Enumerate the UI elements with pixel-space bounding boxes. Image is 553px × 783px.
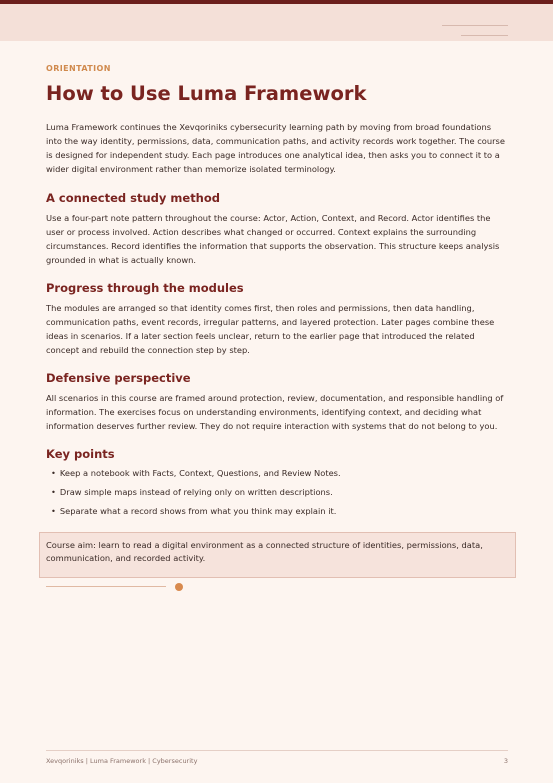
course-aim-callout	[39, 532, 516, 578]
section-body: Use a four-part note pattern throughout the course: Actor, Action, Context, and Record. Actor identifies the user or process involved. Action describes what changed or occurred. Context explains the surrounding circumstances. Record identifies the information that supports the observation. This structure keeps analysis grounded in what is actually known.	[46, 213, 500, 265]
header-band	[0, 4, 553, 41]
footer-rule	[46, 750, 508, 751]
list-item	[51, 486, 508, 499]
key-point-text: Draw simple maps instead of relying only on written descriptions.	[59, 487, 333, 497]
page-number: 3	[503, 757, 508, 765]
callout-text: Course aim: learn to read a digital environment as a connected structure of identities, permissions, data, communication, and recorded activity.	[46, 540, 483, 563]
eyebrow-label: ORIENTATION	[46, 64, 111, 73]
section-heading: Defensive perspective	[46, 371, 191, 385]
divider-dot-icon	[175, 583, 183, 591]
section-body: All scenarios in this course are framed around protection, review, documentation, and responsible handling of information. The exercises focus on understanding environments, identifying context, and deciding what information deserves further review. They do not require interaction with systems that do not belong to you.	[46, 393, 504, 431]
bullet-icon: •	[51, 506, 56, 516]
footer-breadcrumb: Xevqoriniks | Luma Framework | Cybersecurity	[46, 757, 198, 765]
section-heading: Progress through the modules	[46, 281, 244, 295]
intro-paragraph: Luma Framework continues the Xevqoriniks cybersecurity learning path by moving from broad foundations into the way identity, permissions, data, communication paths, and activity records work together. The course is designed for independent study. Each page introduces one analytical idea, then asks you to connect it to a wider digital environment rather than memorize isolated terminology.	[46, 122, 505, 174]
bullet-icon: •	[51, 487, 56, 497]
list-item	[51, 505, 508, 518]
page-title: How to Use Luma Framework	[46, 82, 367, 105]
key-point-text: Separate what a record shows from what you think may explain it.	[59, 506, 337, 516]
key-points-heading: Key points	[46, 447, 115, 461]
key-point-text: Keep a notebook with Facts, Context, Questions, and Review Notes.	[59, 468, 341, 478]
section-divider	[46, 586, 166, 587]
header-decor-line	[461, 35, 508, 36]
list-item	[51, 467, 508, 480]
section-body: The modules are arranged so that identity comes first, then roles and permissions, then data handling, communication paths, event records, irregular patterns, and layered protection. Later pages combine these ideas in scenarios. If a later section feels unclear, return to the earlier page that introduced the related concept and rebuild the connection step by step.	[46, 303, 495, 355]
page-content	[46, 64, 508, 524]
key-points-list	[46, 467, 508, 518]
header-decor-line	[442, 25, 508, 26]
section-heading: A connected study method	[46, 191, 221, 205]
bullet-icon: •	[51, 468, 56, 478]
